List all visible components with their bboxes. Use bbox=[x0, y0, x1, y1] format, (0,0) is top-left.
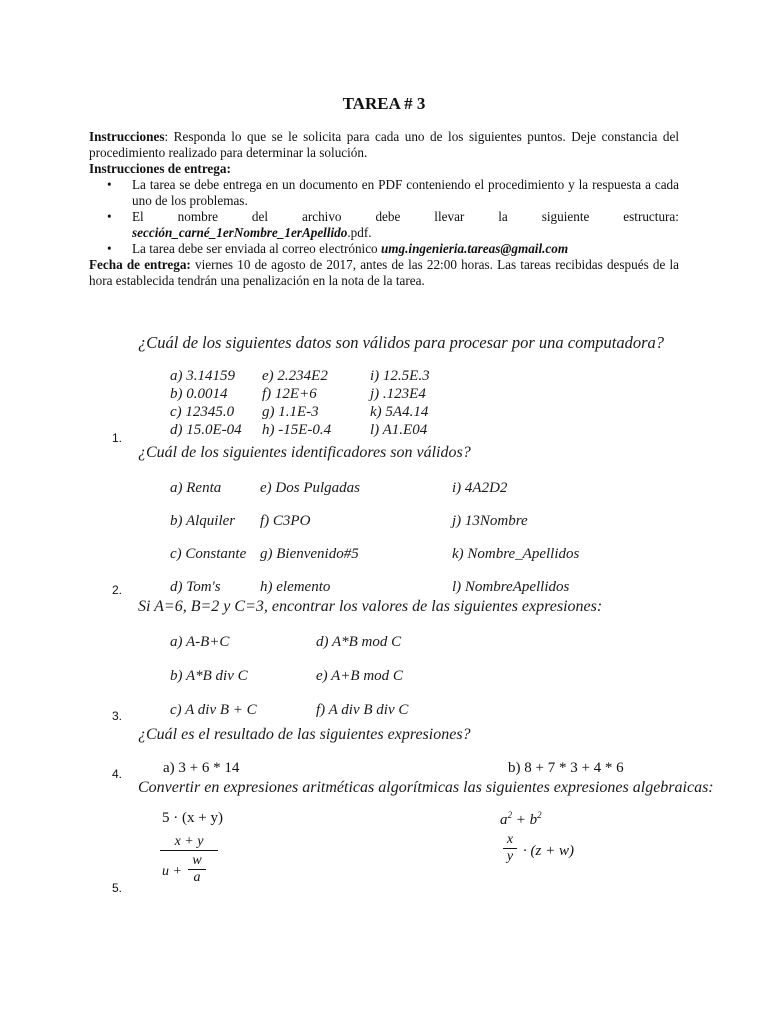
instructions-label: Instrucciones bbox=[89, 129, 165, 144]
filename-line-word: la bbox=[498, 209, 508, 224]
option-item: e) A+B mod C bbox=[316, 668, 403, 684]
option-item: f) C3PO bbox=[260, 513, 311, 529]
due-date-paragraph bbox=[89, 257, 679, 289]
option-item: i) 12.5E.3 bbox=[370, 368, 430, 384]
page-title: TAREA # 3 bbox=[342, 94, 426, 113]
email-address: umg.ingenieria.tareas@gmail.com bbox=[380, 241, 569, 256]
option-item: j) 13Nombre bbox=[452, 513, 528, 529]
q2-question: ¿Cuál de los siguientes identificadores son válidos? bbox=[138, 444, 471, 461]
option-item: h) elemento bbox=[260, 579, 331, 595]
delivery-heading: Instrucciones de entrega: bbox=[89, 161, 231, 176]
option-item: c) Constante bbox=[170, 546, 247, 562]
q5-fraction-2: $\frac{x}{y}$ bbox=[503, 832, 517, 865]
filename-structure-line bbox=[132, 209, 679, 225]
option-item: l) A1.E04 bbox=[370, 422, 428, 438]
filename-line-word: del bbox=[251, 209, 269, 224]
fraction-1-numerator: x + y bbox=[174, 834, 204, 849]
delivery-bullet-2 bbox=[132, 209, 679, 241]
q2-number: 2. bbox=[112, 583, 123, 597]
filename-line-word: llevar bbox=[434, 209, 465, 224]
due-date-text: viernes 10 de agosto de 2017, antes de las 22:00 horas. Las tareas recibidas después de la hora establecida tendrán una penalización en la nota de la tarea. bbox=[89, 257, 679, 288]
option-item: e) 2.234E2 bbox=[262, 368, 328, 384]
option-item: f) A div B div C bbox=[316, 702, 409, 718]
option-item: c) A div B + C bbox=[170, 702, 257, 718]
delivery-bullet-1: • La tarea se debe entrega en un documento en PDF conteniendo el procedimiento y la respuesta a cada uno de los problemas. bbox=[132, 177, 679, 209]
option-item: l) NombreApellidos bbox=[452, 579, 570, 595]
option-item: c) 12345.0 bbox=[170, 404, 235, 420]
delivery-bullet-3: • La tarea debe ser enviada al correo electrónico umg.ingenieria.tareas@gmail.com bbox=[132, 241, 679, 257]
option-item: e) Dos Pulgadas bbox=[260, 480, 360, 496]
option-item: b) Alquiler bbox=[170, 513, 236, 529]
instructions-block bbox=[89, 129, 679, 289]
q1-question: ¿Cuál de los siguientes datos son válidos para procesar por una computadora? bbox=[138, 333, 665, 352]
instructions-paragraph bbox=[89, 129, 679, 161]
option-item: d) 15.0E-04 bbox=[170, 422, 242, 438]
instructions-text: : Responda lo que se le solicita para cada uno de los siguientes puntos. Deje constancia del procedimiento realizado para determinar la solución. bbox=[89, 129, 679, 160]
filename-line-word: • El bbox=[132, 209, 144, 224]
q5-question: Convertir en expresiones aritméticas algorítmicas las siguientes expresiones algebraicas: bbox=[138, 779, 714, 796]
option-item: g) 1.1E-3 bbox=[262, 404, 319, 420]
option-item: j) .123E4 bbox=[370, 386, 426, 402]
option-item: h) -15E-0.4 bbox=[262, 422, 332, 438]
q4-question: ¿Cuál es el resultado de las siguientes expresiones? bbox=[138, 726, 471, 743]
due-date-label: Fecha de entrega: bbox=[89, 257, 191, 272]
q3-number: 3. bbox=[112, 709, 123, 723]
q5-expression-2: $a^2 + b^2$ bbox=[500, 810, 542, 828]
option-item: g) Bienvenido#5 bbox=[260, 546, 359, 562]
q4-number: 4. bbox=[112, 767, 123, 781]
q5-expression-1: 5 · (x + y) bbox=[162, 810, 223, 826]
option-item: b) A*B div C bbox=[170, 668, 248, 684]
option-item: d) Tom's bbox=[170, 579, 221, 595]
option-item: b) 0.0014 bbox=[170, 386, 228, 402]
option-item: d) A*B mod C bbox=[316, 634, 402, 650]
filename-line-word: debe bbox=[375, 209, 401, 224]
q5-number: 5. bbox=[112, 881, 123, 895]
option-item: k) Nombre_Apellidos bbox=[452, 546, 580, 562]
filename-line-word: estructura: bbox=[623, 209, 679, 224]
option-item: f) 12E+6 bbox=[262, 386, 317, 402]
option-item: a) 3.14159 bbox=[170, 368, 235, 384]
q4-expression-a: a) 3 + 6 * 14 bbox=[163, 760, 240, 776]
option-item: a) A-B+C bbox=[170, 634, 230, 650]
delivery-list bbox=[89, 177, 679, 257]
q4-expression-b: b) 8 + 7 * 3 + 4 * 6 bbox=[508, 760, 624, 776]
filename-line-word: archivo bbox=[301, 209, 342, 224]
q1-number: 1. bbox=[112, 431, 123, 445]
filename-structure: sección_carné_1erNombre_1erApellido.pdf. bbox=[132, 225, 372, 240]
option-item: i) 4A2D2 bbox=[452, 480, 508, 496]
filename-line-word: nombre bbox=[177, 209, 218, 224]
q3-question: Si A=6, B=2 y C=3, encontrar los valores de las siguientes expresiones: bbox=[138, 598, 603, 615]
option-item: k) 5A4.14 bbox=[370, 404, 429, 420]
q5-fraction-1 bbox=[160, 834, 218, 891]
filename-line-word: siguiente bbox=[541, 209, 590, 224]
option-item: a) Renta bbox=[170, 480, 222, 496]
fraction-1-denominator: u + w a bbox=[160, 850, 218, 891]
